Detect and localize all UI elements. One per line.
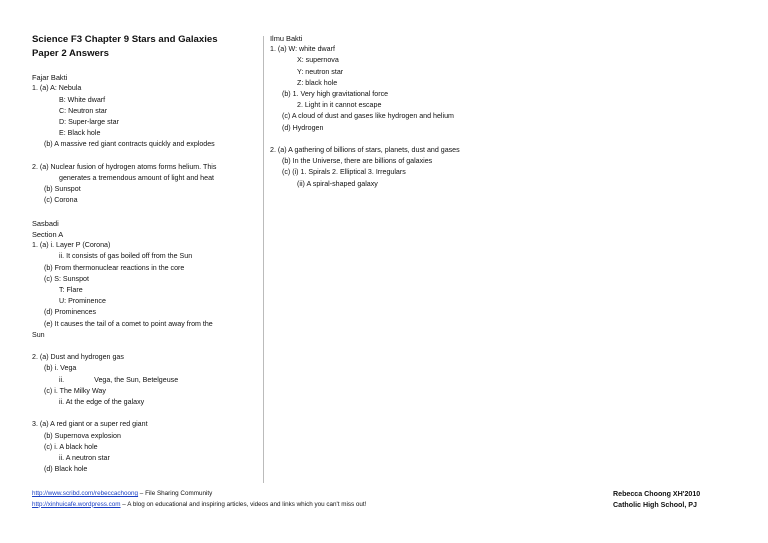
answer-line: ii. A neutron star	[59, 454, 110, 463]
footer-text-1: – File Sharing Community	[138, 490, 213, 497]
footer-text-2: – A blog on educational and inspiring articles, videos and links which you can't miss out!	[120, 500, 367, 508]
document-title: Science F3 Chapter 9 Stars and Galaxies	[32, 34, 218, 45]
answer-line: C: Neutron star	[59, 106, 108, 115]
footer-links	[32, 489, 366, 510]
author-name: Rebecca Choong XH'2010	[613, 490, 701, 498]
answer-line: 3. (a) A red giant or a super red giant	[32, 420, 148, 429]
answer-line: (b) i. Vega	[44, 364, 77, 373]
answer-line: 1. (a) W: white dwarf	[270, 45, 335, 54]
answer-line: X: supernova	[297, 56, 339, 65]
answer-line: ii. It consists of gas boiled off from the Sun	[59, 252, 193, 261]
answer-line: (ii) A spiral-shaped galaxy	[297, 179, 378, 188]
answer-line: D: Super-large star	[59, 118, 119, 126]
answer-line: 2. (a) A gathering of billions of stars, planets, dust and gases	[270, 146, 460, 155]
answer-line: (b) From thermonuclear reactions in the core	[44, 263, 185, 272]
answer-line: B: White dwarf	[59, 95, 106, 104]
answer-line	[32, 375, 260, 386]
answer-line: U: Prominence	[59, 297, 106, 306]
answer-line: (c) i. The Milky Way	[44, 386, 106, 395]
document-subtitle: Paper 2 Answers	[32, 48, 109, 59]
ilmu-bakti-heading: Ilmu Bakti	[270, 34, 303, 43]
answer-line: (b) In the Universe, there are billions of galaxies	[282, 157, 433, 166]
answer-line: (d) Hydrogen	[282, 123, 324, 132]
answer-line: (b) Supernova explosion	[44, 431, 121, 440]
answer-line: (c) S: Sunspot	[44, 274, 89, 283]
answer-line: (e) It causes the tail of a comet to point away from the	[44, 319, 213, 328]
answer-line: E: Black hole	[59, 129, 101, 138]
answer-line: (b) 1. Very high gravitational force	[282, 90, 389, 99]
right-column	[270, 33, 530, 190]
footer-line-2	[32, 500, 366, 511]
answer-line: generates a tremendous amount of light and heat	[59, 174, 214, 182]
answer-line: 2. Light in it cannot escape	[297, 101, 382, 110]
answer-line: (c) (i) 1. Spirals 2. Elliptical 3. Irregulars	[282, 168, 406, 177]
author-school: Catholic High School, PJ	[613, 501, 697, 509]
author-signature	[613, 489, 700, 511]
answer-line: Z: black hole	[297, 78, 338, 87]
column-divider	[263, 36, 264, 483]
answer-line: 1. (a) i. Layer P (Corona)	[32, 241, 111, 250]
section-a-heading: Section A	[32, 230, 64, 239]
answer-line-part: Vega, the Sun, Betelgeuse	[94, 375, 179, 384]
answer-line-part: ii.	[59, 375, 65, 384]
answer-line: (b) Sunspot	[44, 185, 81, 194]
scribd-link[interactable]: http://www.scribd.com/rebeccachoong	[32, 490, 139, 497]
answer-line: (c) Corona	[44, 196, 78, 205]
answer-line: Y: neutron star	[297, 67, 344, 76]
answer-line: 2. (a) Dust and hydrogen gas	[32, 353, 124, 362]
answer-line: 2. (a) Nuclear fusion of hydrogen atoms forms helium. This	[32, 162, 217, 171]
answer-line: Sun	[32, 330, 45, 339]
answer-line: (b) A massive red giant contracts quickly and explodes	[44, 140, 215, 149]
answer-line: (c) i. A black hole	[44, 442, 98, 451]
sasbadi-heading: Sasbadi	[32, 218, 59, 228]
answer-line: (c) A cloud of dust and gases like hydrogen and helium	[282, 112, 454, 121]
answer-line: 1. (a) A: Nebula	[32, 84, 82, 93]
left-column	[32, 33, 260, 475]
answer-line: T: Flare	[59, 286, 83, 295]
answer-line: (d) Prominences	[44, 308, 97, 317]
fajar-bakti-heading: Fajar Bakti	[32, 73, 68, 83]
footer-line-1	[32, 489, 366, 500]
answer-line: (d) Black hole	[44, 465, 88, 474]
blog-link[interactable]: http://xinhuicafe.wordpress.com	[32, 500, 121, 508]
answer-line: ii. At the edge of the galaxy	[59, 398, 145, 407]
